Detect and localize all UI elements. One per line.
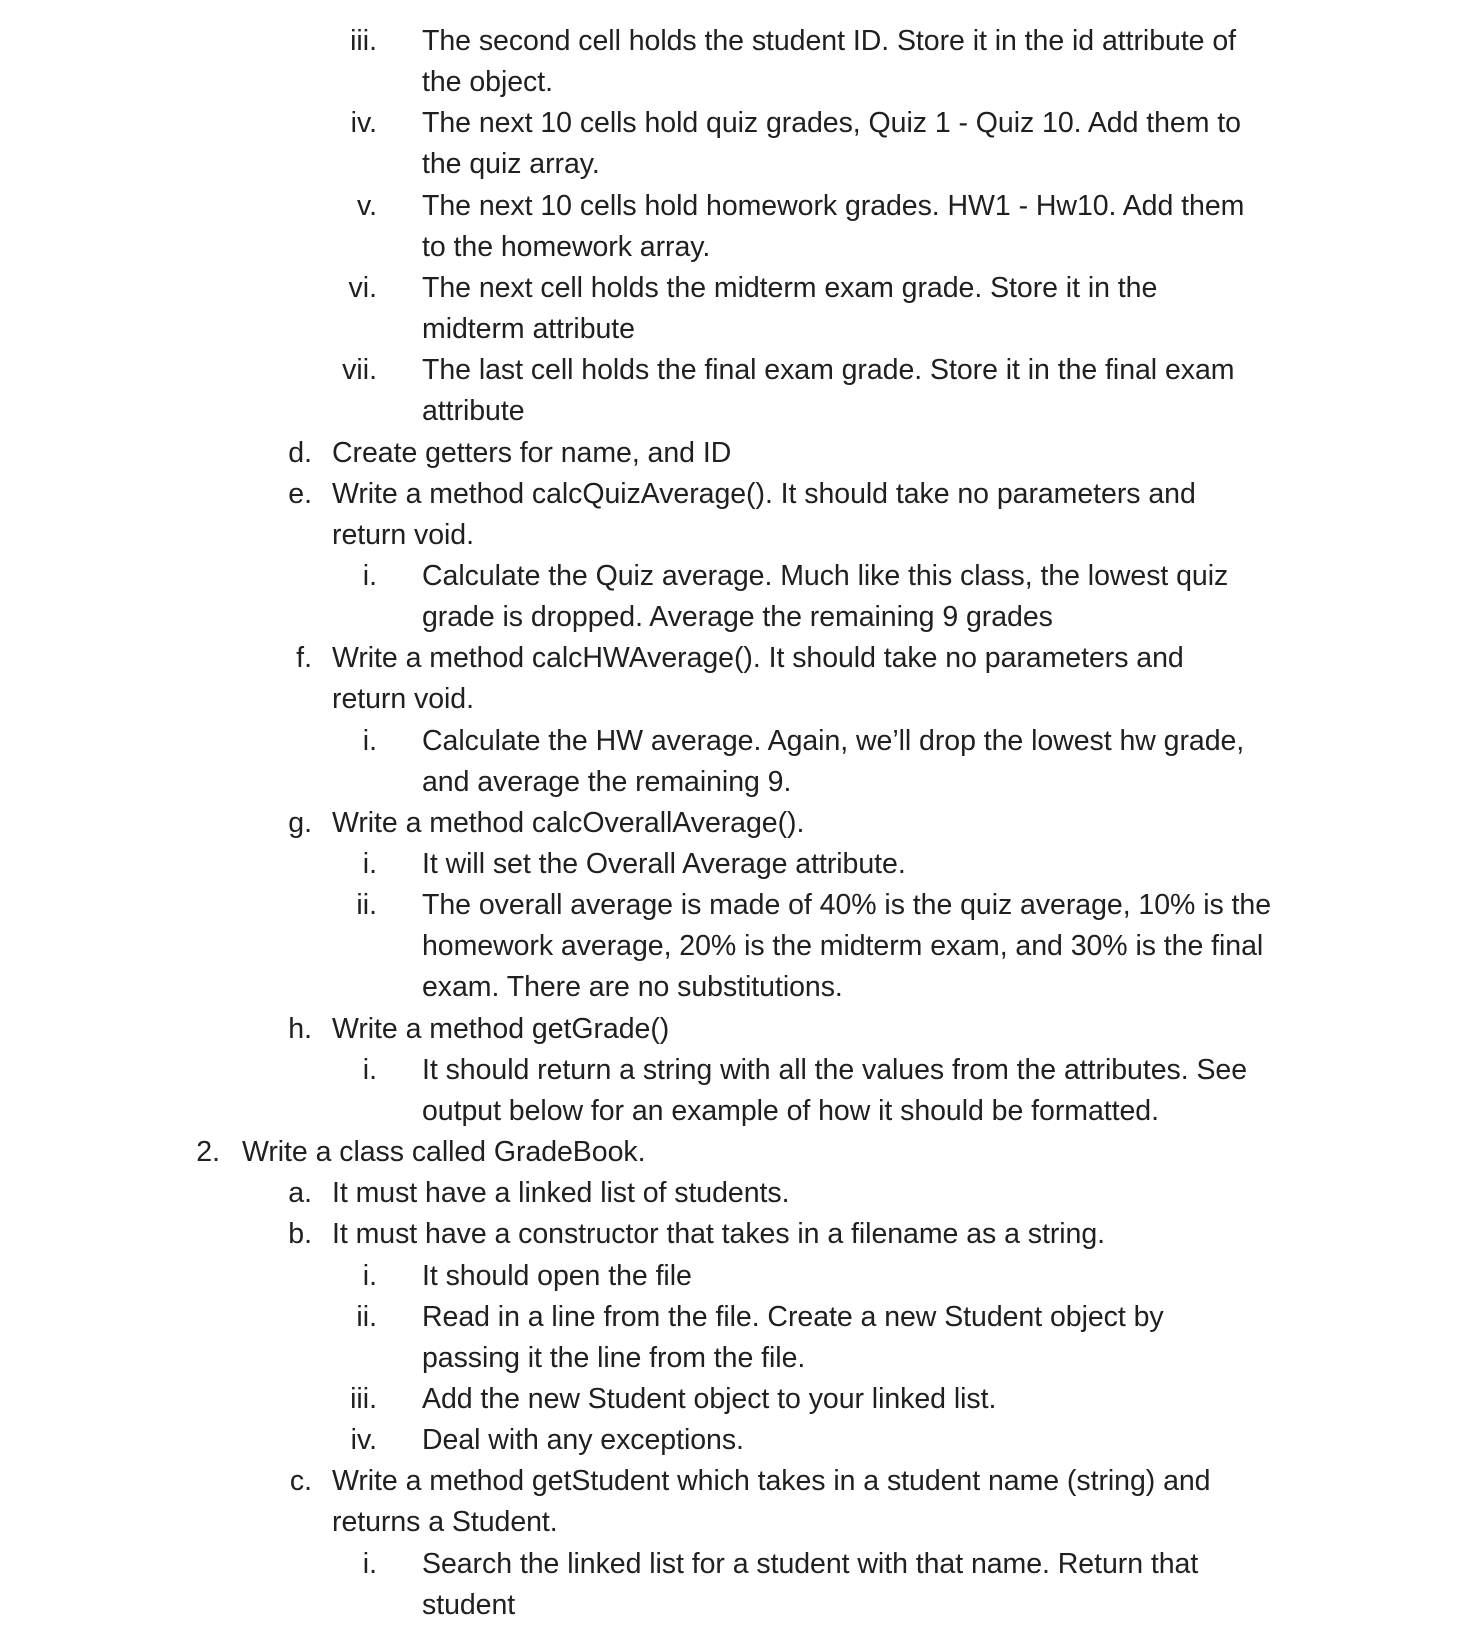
list-item-text: homework average, 20% is the midterm exam, and 30% is the final	[422, 930, 1264, 963]
list-item	[0, 844, 1480, 885]
list-item	[0, 103, 1480, 144]
list-item-text: the quiz array.	[422, 148, 600, 181]
list-marker: g.	[288, 806, 312, 839]
list-item	[0, 1173, 1480, 1214]
list-item	[0, 474, 1480, 515]
list-item-continuation	[0, 967, 1480, 1008]
list-item	[0, 556, 1480, 597]
list-marker: i.	[362, 1053, 377, 1086]
list-item-continuation	[0, 144, 1480, 185]
list-item-text: Write a method calcOverallAverage().	[332, 806, 805, 839]
list-item-text: student	[422, 1588, 516, 1621]
list-item	[0, 721, 1480, 762]
list-marker: v.	[356, 189, 377, 222]
list-item-text: Add the new Student object to your linked list.	[422, 1383, 997, 1415]
list-marker: 2.	[196, 1136, 220, 1168]
list-item-text: midterm attribute	[422, 313, 635, 346]
list-item-text: Write a method calcQuizAverage(). It should take no parameters and	[332, 477, 1196, 510]
list-item-text: output below for an example of how it should be formatted.	[422, 1094, 1159, 1127]
list-item-text: Write a method getGrade()	[332, 1012, 670, 1045]
list-item-text: It must have a constructor that takes in a filename as a string.	[332, 1218, 1106, 1251]
list-item-continuation	[0, 62, 1480, 103]
list-marker: h.	[288, 1012, 312, 1045]
list-item-continuation	[0, 926, 1480, 967]
list-item-continuation	[0, 1338, 1480, 1379]
list-item-continuation	[0, 309, 1480, 350]
list-item-text: Write a method getStudent which takes in a student name (string) and	[332, 1465, 1211, 1498]
list-item-text: Write a class called GradeBook.	[242, 1136, 646, 1168]
list-item	[0, 1297, 1480, 1338]
list-marker: d.	[288, 436, 312, 469]
list-item	[0, 1132, 1480, 1173]
list-item	[0, 638, 1480, 679]
list-marker: iv.	[350, 107, 377, 140]
list-item	[0, 1050, 1480, 1091]
list-item-text: return void.	[332, 518, 474, 551]
list-item-text: Search the linked list for a student with that name. Return that	[422, 1547, 1199, 1580]
list-item	[0, 1214, 1480, 1255]
list-item-text: the object.	[422, 66, 553, 99]
list-item-continuation	[0, 762, 1480, 803]
list-item-continuation	[0, 1502, 1480, 1543]
list-item-continuation	[0, 1091, 1480, 1132]
list-marker: ii.	[356, 1300, 377, 1333]
list-marker: e.	[288, 477, 312, 510]
list-marker: ii.	[356, 889, 377, 922]
list-item-text: The next cell holds the midterm exam grade. Store it in the	[422, 271, 1158, 304]
list-item-text: Deal with any exceptions.	[422, 1424, 744, 1457]
list-item	[0, 1461, 1480, 1502]
list-item-text: returns a Student.	[332, 1506, 558, 1539]
list-item-text: Write a method calcHWAverage(). It should take no parameters and	[332, 642, 1184, 675]
list-marker: i.	[362, 559, 377, 592]
list-item-text: It should return a string with all the values from the attributes. See	[422, 1053, 1248, 1086]
list-item	[0, 433, 1480, 474]
list-item-continuation	[0, 227, 1480, 268]
list-marker: vii.	[342, 354, 377, 387]
list-item	[0, 885, 1480, 926]
list-item	[0, 1544, 1480, 1585]
list-marker: iii.	[350, 25, 377, 57]
list-item-text: It must have a linked list of students.	[332, 1177, 790, 1210]
list-item-text: Read in a line from the file. Create a new Student object by	[422, 1300, 1164, 1333]
list-item-text: attribute	[422, 395, 525, 428]
list-item	[0, 1256, 1480, 1297]
list-item-text: Calculate the HW average. Again, we’ll drop the lowest hw grade,	[422, 724, 1245, 757]
list-item-text: The next 10 cells hold quiz grades, Quiz 1 - Quiz 10. Add them to	[422, 107, 1241, 140]
list-item-continuation	[0, 1585, 1480, 1626]
list-item	[0, 1420, 1480, 1461]
list-item-continuation	[0, 597, 1480, 638]
list-marker: i.	[362, 1547, 377, 1580]
list-item	[0, 268, 1480, 309]
list-item-text: The next 10 cells hold homework grades. HW1 - Hw10. Add them	[422, 189, 1245, 222]
list-item-text: exam. There are no substitutions.	[422, 971, 843, 1004]
list-item-text: The last cell holds the final exam grade. Store it in the final exam	[422, 354, 1235, 387]
list-item-text: and average the remaining 9.	[422, 765, 792, 798]
list-item	[0, 803, 1480, 844]
list-item-continuation	[0, 515, 1480, 556]
list-marker: f.	[296, 642, 312, 675]
list-item-continuation	[0, 391, 1480, 432]
list-item-text: It should open the file	[422, 1259, 692, 1292]
list-item-text: It will set the Overall Average attribute.	[422, 848, 906, 880]
list-item	[0, 1009, 1480, 1050]
list-marker: a.	[288, 1177, 312, 1210]
list-marker: i.	[362, 848, 377, 880]
list-marker: i.	[362, 1259, 377, 1292]
list-marker: vi.	[348, 271, 377, 304]
list-item	[0, 186, 1480, 227]
list-item-text: grade is dropped. Average the remaining 9 grades	[422, 601, 1053, 634]
list-item	[0, 350, 1480, 391]
list-marker: c.	[289, 1465, 312, 1498]
list-item-text: Calculate the Quiz average. Much like this class, the lowest quiz	[422, 559, 1229, 592]
list-marker: b.	[288, 1218, 312, 1251]
list-item-text: The overall average is made of 40% is the quiz average, 10% is the	[422, 889, 1272, 922]
list-marker: iii.	[350, 1383, 377, 1415]
list-item-text: to the homework array.	[422, 230, 711, 263]
list-marker: iv.	[350, 1424, 377, 1457]
list-item	[0, 21, 1480, 62]
list-item	[0, 1379, 1480, 1420]
list-item-continuation	[0, 679, 1480, 720]
list-marker: i.	[362, 724, 377, 757]
list-item-text: passing it the line from the file.	[422, 1341, 806, 1374]
list-item-text: return void.	[332, 683, 474, 716]
list-item-text: The second cell holds the student ID. Store it in the id attribute of	[422, 25, 1237, 57]
list-item-text: Create getters for name, and ID	[332, 436, 732, 469]
